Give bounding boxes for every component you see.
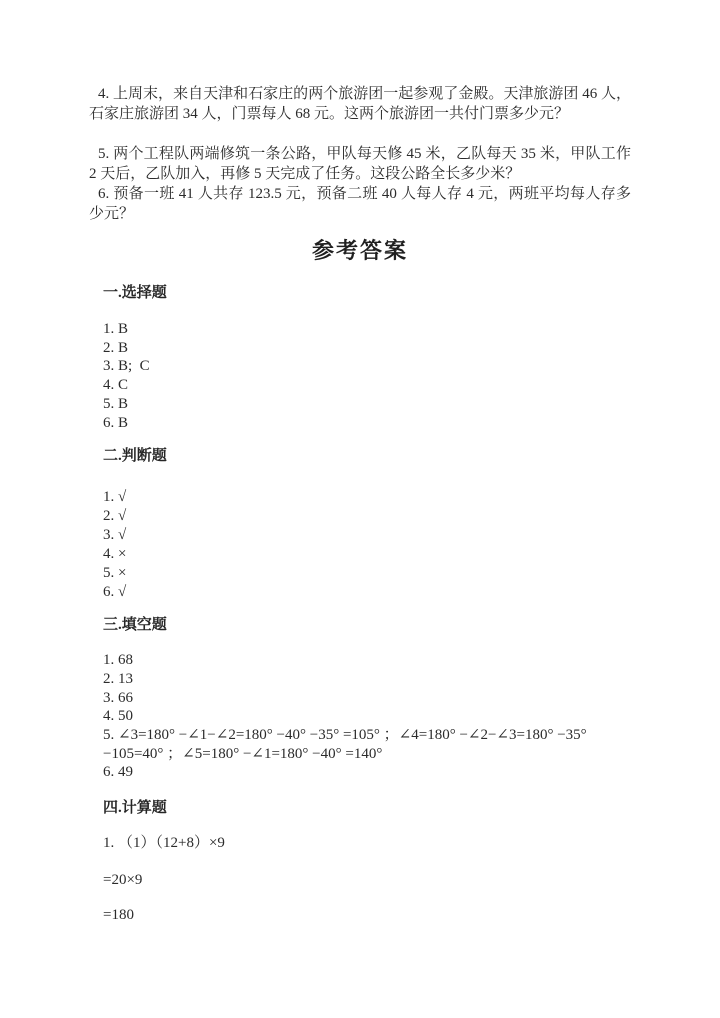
section-heading-multiple-choice: 一.选择题 <box>103 285 167 301</box>
answer-line: 5. × <box>103 565 127 582</box>
answer-line: 4. 50 <box>103 708 133 725</box>
question-6: 6. 预备一班 41 人共存 123.5 元，预备二班 40 人每人存 4 元，两班平均每人存多少元？ <box>89 186 631 222</box>
answer-line: 5. B <box>103 395 129 412</box>
answer-line: 3. B; C <box>103 358 150 375</box>
question-4: 4. 上周末，来自天津和石家庄的两个旅游团一起参观了金殿。天津旅游团 46 人，石家庄旅游团 34 人，门票每人 68 元。这两个旅游团一共付门票多少元？ <box>89 86 631 122</box>
multiple-choice-answers <box>103 320 631 432</box>
answer-line: 2. √ <box>103 508 127 525</box>
answer-line: 6. B <box>103 414 129 431</box>
answer-line: 3. 66 <box>103 689 133 706</box>
answer-line: 2. B <box>103 339 129 356</box>
answer-line: 5. ∠3=180° −∠1−∠2=180° −40° −35° =105° ；∠4=180° −∠2−∠3=180° −35° −105=40° ；∠5=180° −∠1=180° −40° =140° <box>103 727 587 762</box>
answer-line: 1. 68 <box>103 652 133 669</box>
calculation-step: =20×9 <box>103 872 143 889</box>
calculation-expression: 1. （1）（12+8）×9 <box>103 835 225 852</box>
page-content <box>89 0 631 925</box>
answers-title: 参考答案 <box>311 238 408 263</box>
answer-line: 4. × <box>103 546 127 563</box>
answer-line: 1. B <box>103 321 129 337</box>
answer-line: 4. C <box>103 377 129 394</box>
answer-line: 1. √ <box>103 489 127 506</box>
true-false-answers <box>103 488 631 602</box>
answer-line: 6. 49 <box>103 764 133 781</box>
answer-line: 2. 13 <box>103 670 133 687</box>
section-heading-true-false: 二.判断题 <box>103 448 167 465</box>
fill-blank-answers <box>103 651 631 782</box>
calculation-result: =180 <box>103 907 134 924</box>
answer-line: 3. √ <box>103 527 127 544</box>
section-heading-calculation: 四.计算题 <box>103 800 167 817</box>
answer-line: 6. √ <box>103 584 127 601</box>
question-5: 5. 两个工程队两端修筑一条公路，甲队每天修 45 米，乙队每天 35 米，甲队工作 2 天后，乙队加入，再修 5 天完成了任务。这段公路全长多少米？ <box>89 146 631 182</box>
section-heading-fill-blank: 三.填空题 <box>103 617 167 634</box>
